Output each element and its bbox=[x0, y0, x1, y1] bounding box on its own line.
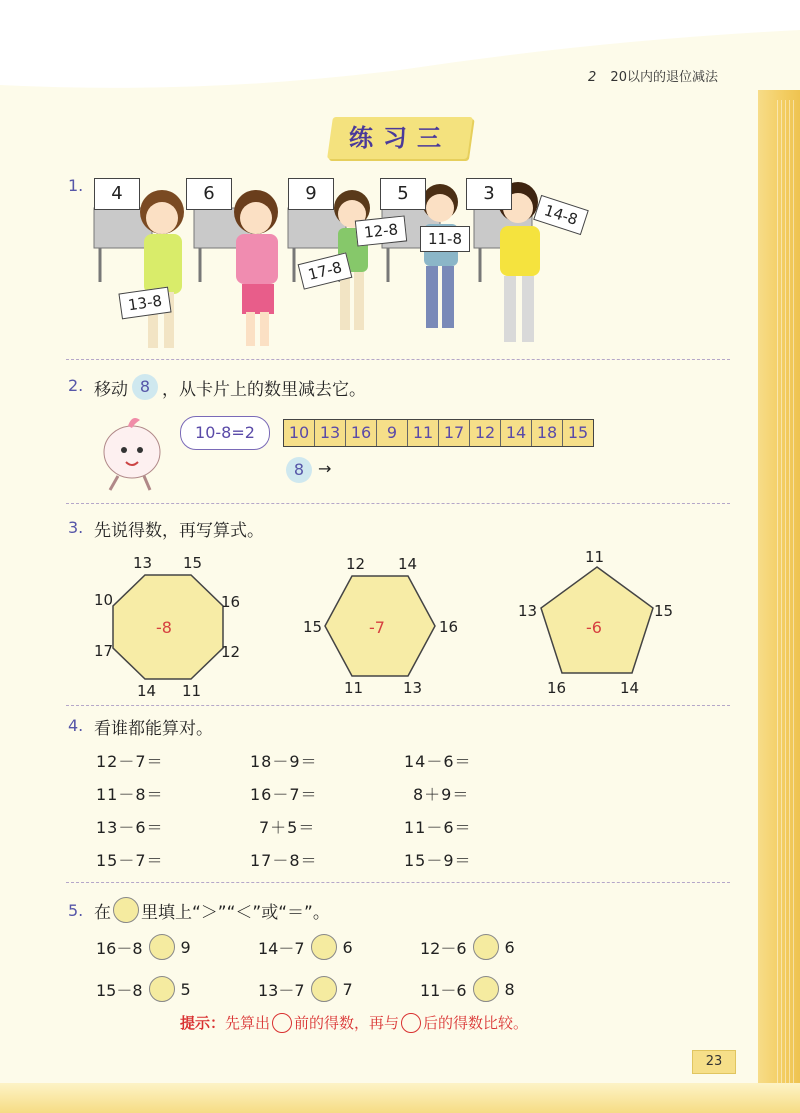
octagon-label: 17 bbox=[94, 642, 114, 660]
hexagon-label: 16 bbox=[439, 618, 459, 636]
compare-value: 6 bbox=[342, 937, 353, 957]
hexagon-label: 13 bbox=[403, 679, 423, 697]
answer-circle[interactable] bbox=[473, 934, 499, 960]
cartoon-mascot bbox=[88, 412, 178, 494]
equation: 11－8＝ bbox=[96, 785, 164, 804]
instruction-text: 在 bbox=[94, 902, 111, 923]
compare-value: 6 bbox=[504, 937, 515, 957]
pentagon-label: 16 bbox=[547, 679, 567, 697]
equation: 11－6＝ bbox=[404, 818, 472, 837]
equation: 8＋9＝ bbox=[413, 785, 470, 804]
number-card: 10 bbox=[284, 420, 315, 446]
section-3-number: 3. bbox=[68, 518, 84, 537]
hint-line bbox=[180, 1012, 528, 1033]
hint-circle-icon bbox=[272, 1013, 292, 1033]
equation: 7＋5＝ bbox=[259, 818, 316, 837]
pentagon-label: 11 bbox=[585, 548, 605, 566]
instruction-text: 里填上“＞”“＜”或“＝”。 bbox=[141, 902, 330, 923]
number-card: 16 bbox=[346, 420, 377, 446]
octagon-center: -8 bbox=[156, 618, 172, 637]
octagon-label: 13 bbox=[133, 554, 153, 572]
speech-bubble: 10-8=2 bbox=[180, 416, 270, 450]
octagon-label: 14 bbox=[137, 682, 157, 700]
hint-text: 后的得数比较。 bbox=[423, 1014, 529, 1032]
chapter-title: 20以内的退位减法 bbox=[610, 70, 718, 85]
exercise-title: 练习三 bbox=[349, 123, 451, 152]
seat-card: 4 bbox=[94, 178, 140, 210]
seat-card: 6 bbox=[186, 178, 232, 210]
section-2-number: 2. bbox=[68, 376, 84, 395]
pentagon-label: 13 bbox=[518, 602, 538, 620]
number-card: 11 bbox=[408, 420, 439, 446]
section-2-instruction bbox=[94, 374, 366, 400]
compare-value: 8 bbox=[504, 979, 515, 999]
compare-value: 5 bbox=[180, 979, 191, 999]
section-4-instruction: 看谁都能算对。 bbox=[94, 719, 213, 739]
octagon-label: 11 bbox=[182, 682, 202, 700]
hexagon-center: -7 bbox=[369, 618, 385, 637]
equation: 15－9＝ bbox=[404, 851, 472, 870]
compare-item bbox=[420, 934, 515, 960]
pentagon-label: 14 bbox=[620, 679, 640, 697]
hexagon-label: 11 bbox=[344, 679, 364, 697]
compare-item bbox=[420, 976, 515, 1002]
compare-item bbox=[258, 934, 353, 960]
number-card: 15 bbox=[563, 420, 593, 446]
section-divider bbox=[66, 503, 730, 504]
blank-circle-icon bbox=[113, 897, 139, 923]
section-4-number: 4. bbox=[68, 716, 84, 735]
section-3-instruction: 先说得数，再写算式。 bbox=[94, 521, 264, 541]
chapter-number: 2 bbox=[588, 70, 597, 85]
hexagon-label: 14 bbox=[398, 555, 418, 573]
equation: 14－6＝ bbox=[404, 752, 472, 771]
pentagon-label: 15 bbox=[654, 602, 674, 620]
number-card: 9 bbox=[377, 420, 408, 446]
seat-card: 9 bbox=[288, 178, 334, 210]
section-divider bbox=[66, 705, 730, 706]
answer-circle[interactable] bbox=[311, 934, 337, 960]
number-card: 13 bbox=[315, 420, 346, 446]
equation: 17－8＝ bbox=[250, 851, 318, 870]
held-card: 13-8 bbox=[118, 287, 171, 320]
octagon-label: 12 bbox=[221, 643, 241, 661]
bottom-band bbox=[0, 1083, 800, 1113]
equation: 18－9＝ bbox=[250, 752, 318, 771]
number-card: 17 bbox=[439, 420, 470, 446]
number-card-strip bbox=[283, 419, 594, 447]
compare-expression: 15－8 bbox=[96, 980, 143, 1000]
compare-value: 7 bbox=[342, 979, 353, 999]
compare-expression: 13－7 bbox=[258, 980, 305, 1000]
number-card: 14 bbox=[501, 420, 532, 446]
section-divider bbox=[66, 359, 730, 360]
compare-expression: 11－6 bbox=[420, 980, 467, 1000]
number-card: 18 bbox=[532, 420, 563, 446]
section-5-number: 5. bbox=[68, 901, 84, 920]
equation: 13－6＝ bbox=[96, 818, 164, 837]
compare-item bbox=[258, 976, 353, 1002]
hint-text: 前的得数，再与 bbox=[294, 1014, 400, 1032]
compare-value: 9 bbox=[180, 937, 191, 957]
hexagon-label: 12 bbox=[346, 555, 366, 573]
mover-token: 8 bbox=[286, 457, 312, 483]
held-card: 17-8 bbox=[298, 252, 353, 289]
seat-card: 5 bbox=[380, 178, 426, 210]
equation: 16－7＝ bbox=[250, 785, 318, 804]
compare-expression: 14－7 bbox=[258, 938, 305, 958]
hint-circle-icon bbox=[401, 1013, 421, 1033]
arrow-right-icon: → bbox=[318, 459, 332, 478]
section-5-instruction bbox=[94, 897, 330, 923]
running-header bbox=[588, 66, 718, 85]
number-card: 12 bbox=[470, 420, 501, 446]
instruction-text: ，从卡片上的数里减去它。 bbox=[162, 379, 366, 400]
exercise-title-banner bbox=[327, 117, 473, 159]
section-divider bbox=[66, 882, 730, 883]
compare-expression: 12－6 bbox=[420, 938, 467, 958]
answer-circle[interactable] bbox=[473, 976, 499, 1002]
hexagon-label: 15 bbox=[303, 618, 323, 636]
compare-item bbox=[96, 976, 191, 1002]
section-1-number: 1. bbox=[68, 176, 84, 195]
hint-label: 提示： bbox=[180, 1014, 226, 1032]
equation: 12－7＝ bbox=[96, 752, 164, 771]
answer-circle[interactable] bbox=[149, 934, 175, 960]
seat-card: 3 bbox=[466, 178, 512, 210]
equation: 15－7＝ bbox=[96, 851, 164, 870]
octagon-label: 15 bbox=[183, 554, 203, 572]
answer-circle[interactable] bbox=[149, 976, 175, 1002]
octagon-label: 16 bbox=[221, 593, 241, 611]
held-card: 12-8 bbox=[355, 215, 407, 246]
page-edge-lines bbox=[774, 100, 796, 1100]
compare-item bbox=[96, 934, 191, 960]
hint-text: 先算出 bbox=[225, 1014, 271, 1032]
pentagon-center: -6 bbox=[586, 618, 602, 637]
instruction-text: 移动 bbox=[94, 379, 128, 400]
octagon-label: 10 bbox=[94, 591, 114, 609]
mover-bubble: 8 bbox=[132, 374, 158, 400]
answer-circle[interactable] bbox=[311, 976, 337, 1002]
held-card: 14-8 bbox=[533, 195, 589, 235]
held-card: 11-8 bbox=[420, 226, 470, 252]
compare-expression: 16－8 bbox=[96, 938, 143, 958]
page-number: 23 bbox=[692, 1050, 736, 1074]
